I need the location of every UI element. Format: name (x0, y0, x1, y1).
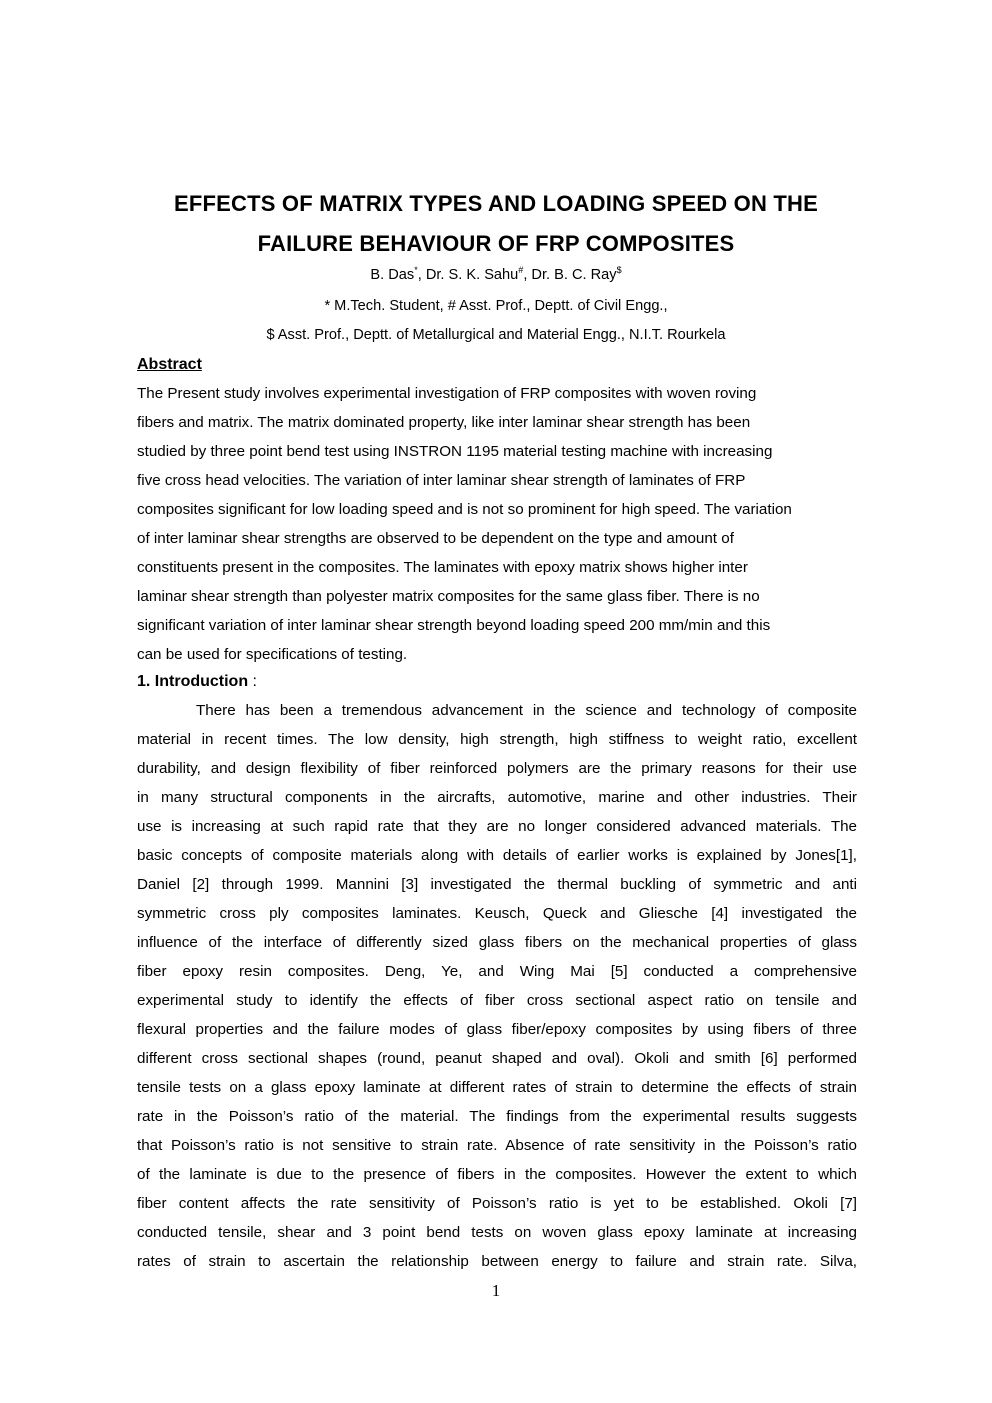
introduction-line: Daniel [2] through 1999. Mannini [3] investigated the thermal buckling of symmetric and anti (137, 876, 857, 893)
author-das-mark: * (414, 265, 418, 275)
affiliation-line-2: $ Asst. Prof., Deptt. of Metallurgical and Material Engg., N.I.T. Rourkela (266, 327, 726, 343)
introduction-body (137, 696, 857, 1276)
introduction-line: rate in the Poisson’s ratio of the material. The findings from the experimental results suggests (137, 1108, 857, 1125)
abstract-line: The Present study involves experimental investigation of FRP composites with woven roving (137, 385, 757, 402)
introduction-line: experimental study to identify the effects of fiber cross sectional aspect ratio on tensile and (137, 992, 857, 1009)
introduction-line: fiber epoxy resin composites. Deng, Ye, and Wing Mai [5] conducted a comprehensive (137, 963, 857, 980)
introduction-line: flexural properties and the failure modes of glass fiber/epoxy composites by using fibers of three (137, 1021, 857, 1038)
author-separator: , (523, 267, 532, 283)
abstract-line: composites significant for low loading speed and is not so prominent for high speed. The variation (137, 501, 792, 518)
introduction-line: durability, and design flexibility of fiber reinforced polymers are the primary reasons for their use (137, 760, 857, 777)
introduction-heading-text: 1. Introduction (137, 673, 249, 690)
paper-title-line-1: EFFECTS OF MATRIX TYPES AND LOADING SPEED ON THE (174, 191, 818, 216)
introduction-line: There has been a tremendous advancement in the science and technology of composite (196, 702, 857, 719)
author-line (0, 265, 992, 283)
introduction-line: rates of strain to ascertain the relationship between energy to failure and strain rate. Silva, (137, 1253, 857, 1270)
introduction-line: tensile tests on a glass epoxy laminate at different rates of strain to determine the effects of strain (137, 1079, 857, 1096)
abstract-body (137, 379, 857, 669)
introduction-line: fiber content affects the rate sensitivity of Poisson’s ratio is yet to be established. Okoli [7] (137, 1195, 857, 1212)
introduction-line: conducted tensile, shear and 3 point bend tests on woven glass epoxy laminate at increasing (137, 1224, 857, 1241)
abstract-line: five cross head velocities. The variation of inter laminar shear strength of laminates of FRP (137, 472, 746, 489)
abstract-line: of inter laminar shear strengths are observed to be dependent on the type and amount of (137, 530, 734, 547)
introduction-line: basic concepts of composite materials along with details of earlier works is explained by Jones[1], (137, 847, 857, 864)
introduction-line: different cross sectional shapes (round, peanut shaped and oval). Okoli and smith [6] performed (137, 1050, 857, 1067)
introduction-line: influence of the interface of differently sized glass fibers on the mechanical properties of glass (137, 934, 857, 951)
introduction-heading-suffix: : (248, 673, 257, 690)
author-ray-mark: $ (616, 265, 622, 275)
introduction-line: symmetric cross ply composites laminates. Keusch, Queck and Gliesche [4] investigated the (137, 905, 857, 922)
page-number: 1 (491, 1281, 501, 1300)
abstract-line: significant variation of inter laminar shear strength beyond loading speed 200 mm/min and this (137, 617, 771, 634)
abstract-line: can be used for specifications of testing. (137, 646, 408, 663)
affiliation-line-1: * M.Tech. Student, # Asst. Prof., Deptt. of Civil Engg., (324, 298, 668, 314)
author-sahu-mark: # (518, 265, 524, 275)
introduction-line: in many structural components in the aircrafts, automotive, marine and other industries. Their (137, 789, 857, 806)
introduction-line: of the laminate is due to the presence of fibers in the composites. However the extent to which (137, 1166, 857, 1183)
paper-title-line-2: FAILURE BEHAVIOUR OF FRP COMPOSITES (257, 231, 735, 256)
author-das: B. Das (370, 267, 415, 283)
author-sahu: Dr. S. K. Sahu (425, 267, 519, 283)
abstract-line: constituents present in the composites. The laminates with epoxy matrix shows higher inter (137, 559, 748, 576)
abstract-line: studied by three point bend test using INSTRON 1195 material testing machine with increasing (137, 443, 773, 460)
introduction-line: use is increasing at such rapid rate that they are no longer considered advanced materials. The (137, 818, 857, 835)
author-separator: , (417, 267, 426, 283)
abstract-line: fibers and matrix. The matrix dominated property, like inter laminar shear strength has been (137, 414, 751, 431)
author-ray: Dr. B. C. Ray (531, 267, 617, 283)
introduction-line: that Poisson’s ratio is not sensitive to strain rate. Absence of rate sensitivity in the Poisson’s ratio (137, 1137, 857, 1154)
abstract-line: laminar shear strength than polyester matrix composites for the same glass fiber. There is no (137, 588, 760, 605)
abstract-heading: Abstract (137, 356, 202, 373)
introduction-heading (137, 674, 257, 690)
introduction-line: material in recent times. The low density, high strength, high stiffness to weight ratio, excellent (137, 731, 857, 748)
